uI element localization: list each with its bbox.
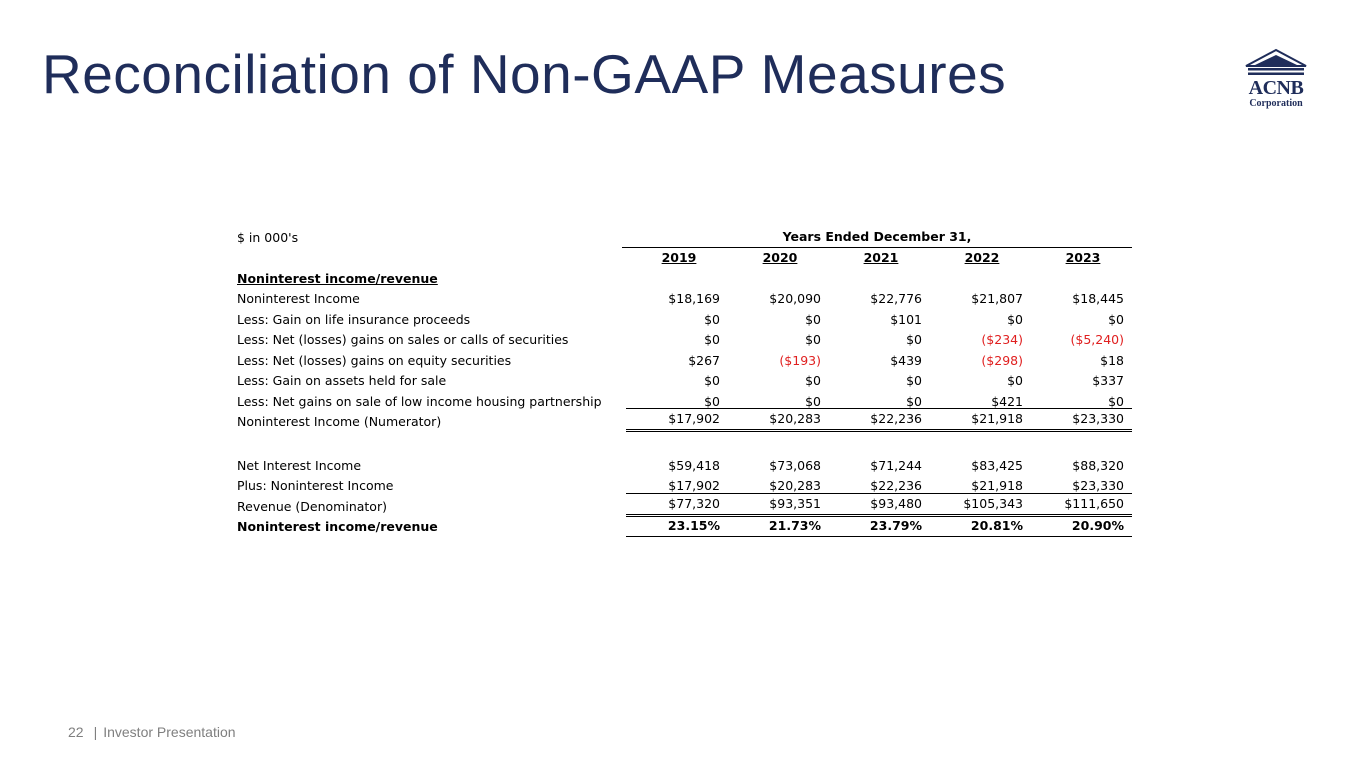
row-label: Less: Net gains on sale of low income housing partnership (237, 393, 602, 409)
section-title-row (234, 268, 1132, 289)
footer-separator: | (93, 724, 98, 740)
value-cell-2020: $0 (805, 311, 821, 327)
value-cell-2022: ($234) (981, 332, 1023, 347)
row-label: Less: Gain on assets held for sale (237, 373, 447, 388)
value-cell-2022: $421 (991, 393, 1023, 409)
table-row (234, 371, 1132, 392)
value-cell-2019: $0 (704, 393, 720, 409)
table-header-row (234, 227, 1132, 248)
value-cell-2019: 23.15% (667, 518, 720, 533)
value-cell-2020: ($193) (779, 352, 821, 368)
value-cell-2022: 20.81% (970, 518, 1023, 533)
value-cell-2022: $105,343 (963, 495, 1023, 511)
value-cell-2020: $73,068 (769, 457, 821, 473)
row-label: Noninterest income/revenue (237, 519, 438, 534)
row-label: Plus: Noninterest Income (237, 478, 394, 493)
value-cell-2021: $22,236 (870, 411, 922, 426)
value-cell-2023: $18 (1100, 352, 1124, 368)
value-cell-2023: ($5,240) (1070, 332, 1124, 347)
value-cell-2020: $93,351 (769, 495, 821, 511)
value-cell-2022: $83,425 (971, 457, 1023, 473)
value-cell-2021: $0 (906, 332, 922, 347)
year-header-2023: 2023 (1065, 250, 1101, 265)
logo-subtitle: Corporation (1249, 98, 1303, 109)
value-cell-2019: $18,169 (668, 291, 720, 306)
value-cell-2020: $0 (805, 332, 821, 347)
row-label: Less: Net (losses) gains on equity securities (237, 352, 512, 368)
footer (68, 724, 236, 740)
unit-label: $ in 000's (237, 229, 299, 245)
value-cell-2023: $23,330 (1072, 411, 1124, 426)
value-cell-2022: $21,918 (971, 411, 1023, 426)
value-cell-2023: $23,330 (1072, 478, 1124, 493)
value-cell-2019: $17,902 (668, 411, 720, 426)
value-cell-2021: $22,776 (870, 291, 922, 306)
bank-building-icon (1244, 48, 1308, 78)
table-row (234, 330, 1132, 351)
row-label: Less: Gain on life insurance proceeds (237, 311, 471, 327)
value-cell-2022: ($298) (981, 352, 1023, 368)
value-cell-2019: $17,902 (668, 478, 720, 493)
value-cell-2019: $77,320 (668, 495, 720, 511)
value-cell-2020: $0 (805, 393, 821, 409)
year-header-2021: 2021 (863, 250, 899, 265)
value-cell-2023: $337 (1092, 373, 1124, 388)
year-header-2019: 2019 (661, 250, 697, 265)
value-cell-2019: $59,418 (668, 457, 720, 473)
numerator-row (234, 412, 1132, 433)
row-label: Noninterest Income (Numerator) (237, 414, 442, 429)
value-cell-2020: $20,283 (769, 478, 821, 493)
value-cell-2019: $0 (704, 373, 720, 388)
value-cell-2021: $71,244 (870, 457, 922, 473)
table-row (234, 350, 1132, 371)
value-cell-2023: $0 (1108, 311, 1124, 327)
row-label: Noninterest Income (237, 291, 360, 306)
value-cell-2020: 21.73% (768, 518, 821, 533)
value-cell-2021: $101 (890, 311, 922, 327)
years-row (234, 248, 1132, 269)
value-cell-2022: $21,918 (971, 478, 1023, 493)
value-cell-2020: $20,090 (769, 291, 821, 306)
value-cell-2021: $22,236 (870, 478, 922, 493)
value-cell-2021: $0 (906, 393, 922, 409)
reconciliation-table (234, 227, 1132, 537)
value-cell-2023: $0 (1108, 393, 1124, 409)
value-cell-2022: $0 (1007, 311, 1023, 327)
value-cell-2020: $0 (805, 373, 821, 388)
footer-label: Investor Presentation (103, 724, 236, 740)
ratio-row (234, 517, 1132, 538)
row-label: Revenue (Denominator) (237, 498, 387, 514)
value-cell-2022: $21,807 (971, 291, 1023, 306)
value-cell-2023: $88,320 (1072, 457, 1124, 473)
value-cell-2021: $439 (890, 352, 922, 368)
value-cell-2019: $267 (688, 352, 720, 368)
logo-name: ACNB (1248, 77, 1304, 99)
value-cell-2022: $0 (1007, 373, 1023, 388)
value-cell-2023: 20.90% (1071, 518, 1124, 533)
years-header: Years Ended December 31, (622, 227, 1132, 248)
denominator-row (234, 496, 1132, 517)
value-cell-2019: $0 (704, 332, 720, 347)
value-cell-2020: $20,283 (769, 411, 821, 426)
year-header-2020: 2020 (762, 250, 798, 265)
page-number: 22 (68, 724, 84, 740)
value-cell-2023: $18,445 (1072, 291, 1124, 306)
value-cell-2019: $0 (704, 311, 720, 327)
year-header-2022: 2022 (964, 250, 1000, 265)
value-cell-2021: $93,480 (870, 495, 922, 511)
page-title: Reconciliation of Non-GAAP Measures (42, 43, 1007, 105)
table-row (234, 455, 1132, 476)
row-label: Less: Net (losses) gains on sales or calls of securities (237, 332, 569, 347)
row-label: Net Interest Income (237, 457, 362, 473)
value-cell-2023: $111,650 (1064, 495, 1124, 511)
value-cell-2021: 23.79% (869, 518, 922, 533)
table-row (234, 309, 1132, 330)
acnb-logo (1244, 48, 1308, 114)
table-row (234, 289, 1132, 310)
value-cell-2021: $0 (906, 373, 922, 388)
section-title: Noninterest income/revenue (237, 270, 438, 286)
